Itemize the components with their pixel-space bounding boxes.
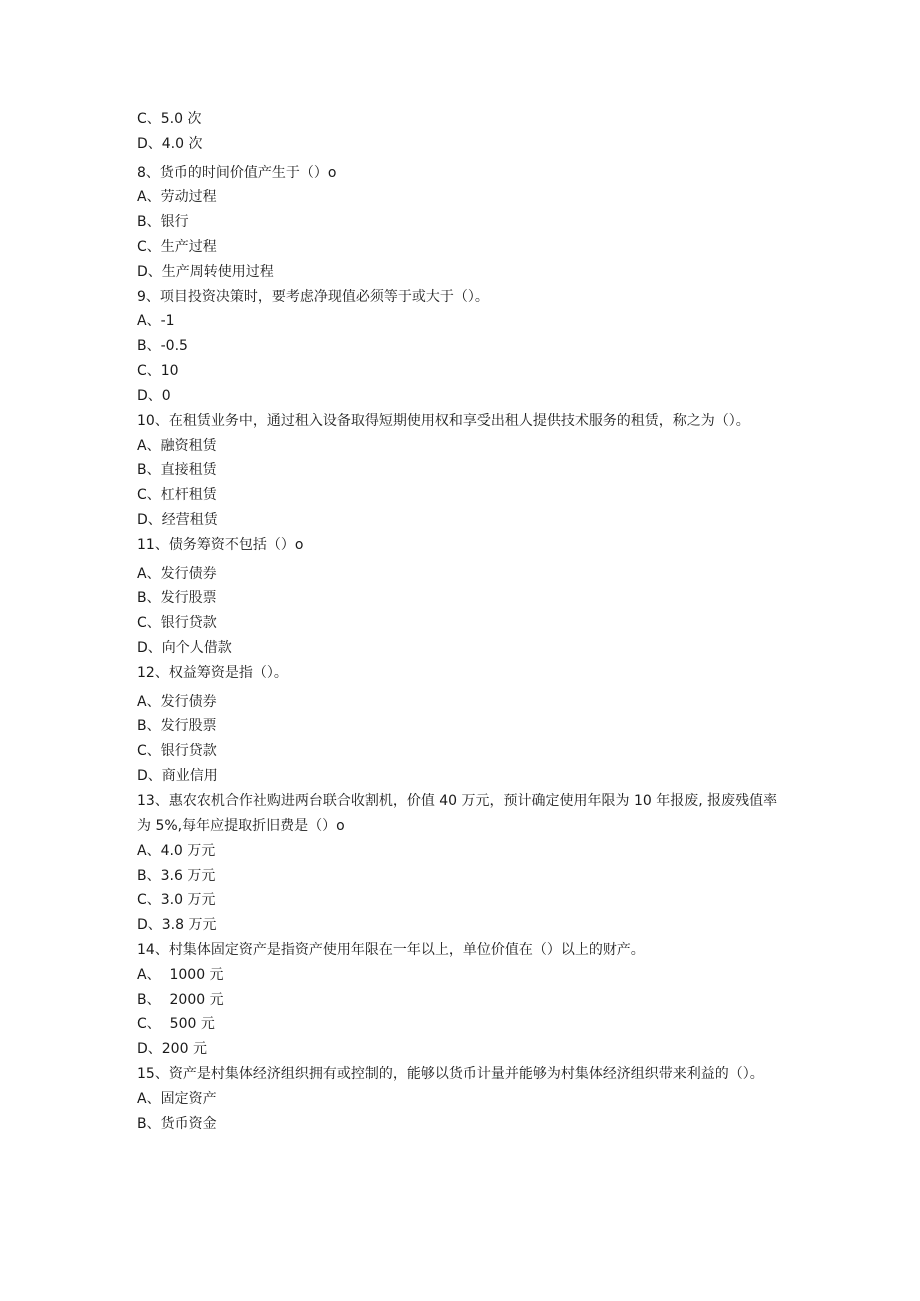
option-b-q15: B、货币资金: [137, 1115, 217, 1132]
option-c-q7: C、5.0 次: [137, 111, 202, 127]
option-b-q10: B、直接租赁: [137, 462, 217, 479]
question-10: 10、在租赁业务中，通过租入设备取得短期使用权和享受出租人提供技术服务的租赁，称之为（）。: [137, 412, 750, 429]
option-d-q10: D、经营租赁: [137, 511, 218, 528]
question-15: 15、资产是村集体经济组织拥有或控制的，能够以货币计量并能够为村集体经济组织带来利益的（）。: [137, 1065, 764, 1082]
option-a-q14: A、 1000 元: [137, 966, 224, 983]
option-b-q14: B、 2000 元: [137, 991, 224, 1008]
option-d-q14: D、200 元: [137, 1041, 207, 1058]
question-13: 13、惠农农机合作社购进两台联合收割机，价值 40 万元，预计确定使用年限为 10 年报废, 报废残值率为 5%,每年应提取折旧费是（）o: [137, 792, 778, 834]
option-d-q12: D、商业信用: [137, 767, 218, 784]
option-b-q9: B、-0.5: [137, 338, 188, 355]
option-b-q12: B、发行股票: [137, 718, 217, 735]
option-a-q9: A、-1: [137, 313, 175, 330]
question-12: 12、权益筹资是指（）。: [137, 664, 288, 681]
option-a-q15: A、固定资产: [137, 1090, 217, 1107]
option-c-q8: C、生产过程: [137, 238, 217, 255]
option-b-q8: B、银行: [137, 214, 189, 231]
option-b-q11: B、发行股票: [137, 590, 217, 607]
option-a-q13: A、4.0 万元: [137, 842, 216, 859]
question-list: [137, 107, 787, 1136]
question-14: 14、村集体固定资产是指资产使用年限在一年以上，单位价值在（）以上的财产。: [137, 941, 645, 958]
option-d-q13: D、3.8 万元: [137, 917, 217, 934]
option-c-q9: C、10: [137, 362, 179, 379]
option-a-q8: A、劳动过程: [137, 189, 217, 206]
option-b-q13: B、3.6 万元: [137, 867, 216, 884]
option-a-q11: A、发行债券: [137, 565, 217, 582]
option-d-q7: D、4.0 次: [137, 135, 203, 152]
question-8: 8、货币的时间价值产生于（）o: [137, 164, 337, 181]
question-11: 11、债务筹资不包括（）o: [137, 536, 304, 553]
option-c-q11: C、银行贷款: [137, 615, 217, 632]
option-a-q10: A、融资租赁: [137, 437, 217, 454]
option-c-q12: C、银行贷款: [137, 743, 217, 760]
option-d-q9: D、0: [137, 387, 171, 404]
option-c-q13: C、3.0 万元: [137, 892, 216, 909]
option-d-q11: D、向个人借款: [137, 639, 232, 656]
option-d-q8: D、生产周转使用过程: [137, 263, 274, 280]
option-c-q10: C、杠杆租赁: [137, 487, 217, 504]
option-a-q12: A、发行债券: [137, 693, 217, 710]
option-c-q14: C、 500 元: [137, 1016, 215, 1033]
question-9: 9、项目投资决策时，要考虑净现值必须等于或大于（）。: [137, 288, 489, 305]
